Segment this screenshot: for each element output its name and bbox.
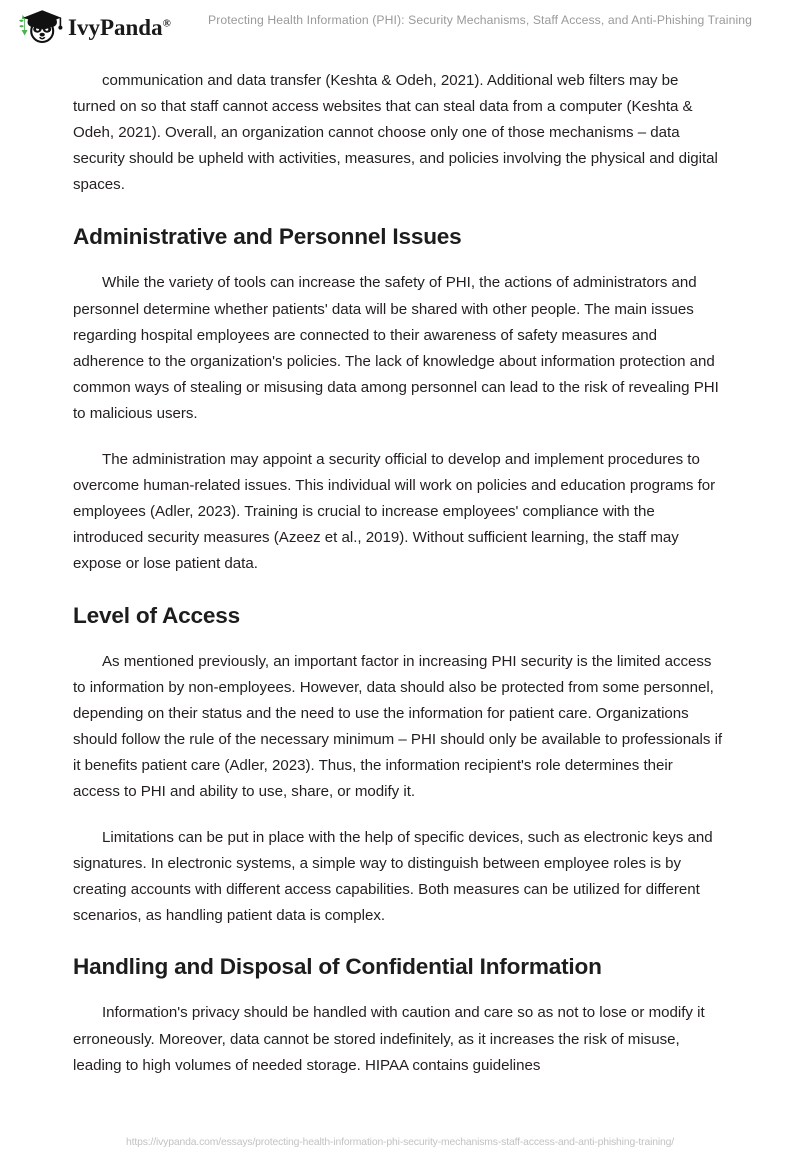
spacer — [73, 805, 723, 825]
spacer — [73, 427, 723, 447]
paragraph-limitations-devices: Limitations can be put in place with the help of specific devices, such as electronic keys and signatures. In electronic systems, a simple way to distinguish between employee roles is by creating accounts with different access capabilities. Both measures can be utilized for different scenarios, as handling patient data is complex. — [73, 829, 713, 925]
heading-handling-and-disposal: Handling and Disposal of Confidential Information — [73, 954, 602, 980]
page-footer — [0, 1132, 800, 1150]
spacer — [73, 198, 723, 222]
registered-mark-icon: ® — [162, 16, 171, 29]
paragraph-limited-access: As mentioned previously, an important factor in increasing PHI security is the limited access to information by non-employees. However, data should also be protected from some personnel, depending on their status and the need to use the information for patient care. Organizations should follow the rule of the necessary minimum – PHI should only be available to professionals if it benefits patient care (Adler, 2023). Thus, the information recipient's role determines their access to PHI and ability to use, share, or modify it. — [73, 652, 723, 800]
heading-level-of-access: Level of Access — [73, 602, 240, 628]
panda-graduation-cap-logo-icon — [14, 6, 66, 46]
page-header — [0, 0, 800, 52]
paragraph-continued: communication and data transfer (Keshta & Odeh, 2021). Additional web filters may be turned on so that staff cannot access websites that can steal data from a computer (Keshta & Odeh, 2021). Overall, an organization cannot choose only one of those mechanisms – data security should be upheld with activities, measures, and policies involving the physical and digital spaces. — [73, 72, 718, 194]
logo-wordmark — [68, 16, 171, 39]
spacer — [73, 929, 723, 952]
paragraph-security-official: The administration may appoint a security official to develop and implement procedures to overcome human-related issues. This individual will work on policies and education programs for employees (Adler, 2023). Training is crucial to increase employees' compliance with the introduced security measures (Azeez et al., 2019). Without sufficient learning, the staff may expose or lose patient data. — [73, 451, 716, 573]
spacer — [73, 578, 723, 601]
paragraph-tools-and-actions: While the variety of tools can increase the safety of PHI, the actions of administrators and personnel determine whether patients' data will be shared with other people. The main issues regarding hospital employees are connected to their awareness of safety measures and adherence to the organization's policies. The lack of knowledge about information protection and common ways of stealing or misusing data among personnel can lead to the risk of revealing PHI to malicious users. — [73, 274, 719, 422]
document-body — [73, 68, 723, 1079]
spacer — [73, 631, 723, 649]
heading-administrative-and-personnel-issues: Administrative and Personnel Issues — [73, 224, 462, 250]
source-url[interactable]: https://ivypanda.com/essays/protecting-health-information-phi-security-mechanisms-staff-access-and-anti-phishing-training/ — [125, 1137, 675, 1148]
logo-text: IvyPanda — [68, 14, 163, 40]
spacer — [73, 982, 723, 1000]
spacer — [73, 252, 723, 270]
document-title: Protecting Health Information (PHI): Security Mechanisms, Staff Access, and Anti-Phishing Training — [208, 13, 753, 27]
paragraph-information-privacy: Information's privacy should be handled with caution and care so as not to lose or modify it erroneously. Moreover, data cannot be stored indefinitely, as it increases the risk of misuse, leading to high volumes of needed storage. HIPAA contains guidelines — [73, 1004, 705, 1074]
site-logo[interactable] — [14, 5, 171, 47]
